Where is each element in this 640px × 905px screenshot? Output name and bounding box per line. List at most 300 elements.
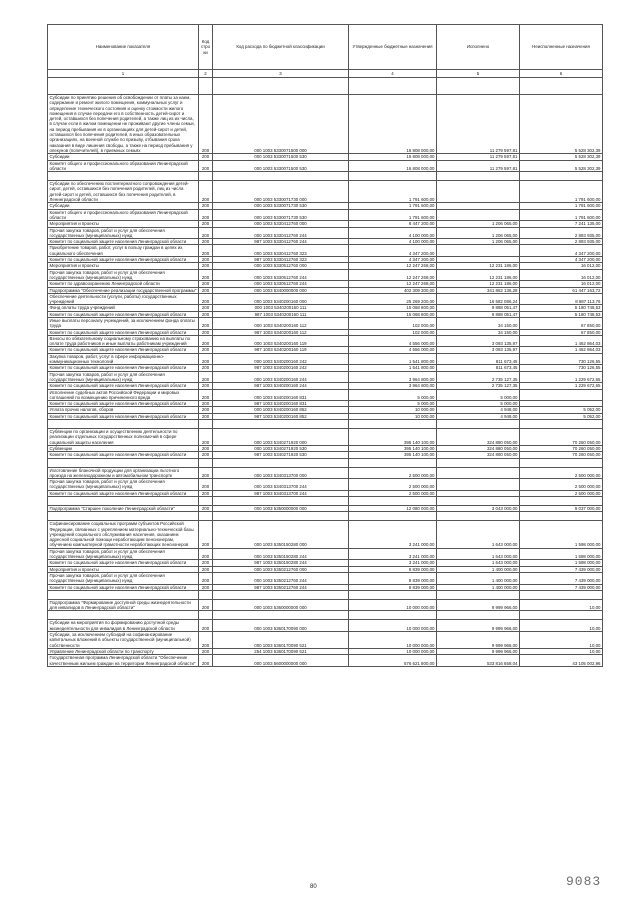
cell-unexecuted: 16 012,00	[520, 281, 603, 287]
cell-name: Прочая закупка товаров, работ и услуг для обеспечения государственных (муниципальных) нужд	[48, 548, 199, 560]
cell-code: 000 1003 5330512760 244	[213, 281, 349, 287]
cell-line: 200	[199, 347, 213, 353]
table-row	[48, 548, 603, 560]
cell-executed: 1 400 000,00	[437, 572, 520, 584]
cell-unexecuted: 10,00	[520, 648, 603, 654]
cell-name: Субсидии	[48, 154, 199, 160]
cell-code: 000 1003 5340200160 852	[213, 407, 349, 413]
header-code: Код расхода по бюджетной классификации	[213, 25, 349, 70]
cell-unexecuted: 7 241 135,00	[520, 221, 603, 227]
cell-line: 200	[199, 227, 213, 239]
cell-line: 200	[199, 429, 213, 446]
cell-code: 000 1003 5340200160 000	[213, 293, 349, 305]
cell-approved: 8 839 000,00	[349, 584, 437, 590]
table-row	[48, 389, 603, 401]
cell-name: Комитет по социальной защите населения Ленинградской области	[48, 584, 199, 590]
cell-approved: 10 000 000,00	[349, 632, 437, 649]
cell-unexecuted: 7 439 000,00	[520, 572, 603, 584]
cell-code: 000 1003 5340271920 530	[213, 445, 349, 451]
cell-approved: 5 000,00	[349, 401, 437, 407]
cell-name: Подпрограмма "Старшее поколение Ленинградской области"	[48, 506, 199, 512]
cell-name: Управление Ленинградской области по транспорту	[48, 648, 199, 654]
cell-code: 987 1003 5340200160 119	[213, 347, 349, 353]
cell-unexecuted: 1 791 600,00	[520, 209, 603, 221]
cell-executed: 1 643 000,00	[437, 521, 520, 548]
cell-code: 000 1003 5330071730 530	[213, 203, 349, 209]
cell-name: Изготовление бланочной продукции для организации льготного проезда на железнодорожном и автомобильном транспорте	[48, 467, 199, 479]
cell-executed: 1 400 000,00	[437, 584, 520, 590]
cell-code: 000 1003 5350212760 244	[213, 572, 349, 584]
cell-line: 200	[199, 490, 213, 496]
table-row	[48, 269, 603, 281]
table-row	[48, 160, 603, 172]
cell-code: 254 1003 5360170090 521	[213, 648, 349, 654]
cell-executed: 9 999 966,00	[437, 599, 520, 611]
cell-executed: 9 999 966,00	[437, 648, 520, 654]
cell-executed: 4 948,00	[437, 407, 520, 413]
cell-line: 200	[199, 521, 213, 548]
cell-unexecuted: 10,00	[520, 632, 603, 649]
cell-executed: 1 206 065,00	[437, 227, 520, 239]
cell-code: 987 1003 5340200160 111	[213, 311, 349, 317]
table-row	[48, 479, 603, 491]
cell-approved: 25 269 200,00	[349, 293, 437, 305]
cell-unexecuted: 10,00	[520, 599, 603, 611]
cell-executed: 12 231 186,00	[437, 263, 520, 269]
cell-executed: 3 043 000,00	[437, 506, 520, 512]
cell-code: 000 1003 5340313700 244	[213, 479, 349, 491]
cell-executed: 2 735 127,35	[437, 383, 520, 389]
cell-approved: 15 068 800,00	[349, 311, 437, 317]
cell-executed: 12 231 186,00	[437, 281, 520, 287]
cell-approved: 576 621 800,00	[349, 655, 437, 667]
cell-unexecuted: 1 598 000,00	[520, 548, 603, 560]
cell-unexecuted: 5 180 748,53	[520, 305, 603, 311]
header-approved: Утвержденные бюджетные назначения	[349, 25, 437, 70]
cell-code: 000 1003 5330071500 530	[213, 154, 349, 160]
cell-approved: 2 500 000,00	[349, 479, 437, 491]
cell-executed: 9 888 051,47	[437, 311, 520, 317]
colnum: 2	[199, 70, 213, 78]
cell-approved: 1 541 800,00	[349, 353, 437, 365]
cell-line: 200	[199, 479, 213, 491]
cell-code: 987 1003 5340200160 242	[213, 365, 349, 371]
cell-unexecuted: 5 052,00	[520, 407, 603, 413]
cell-unexecuted: 2 893 935,00	[520, 227, 603, 239]
cell-code: 987 1003 5340200160 244	[213, 383, 349, 389]
cell-executed: 341 862 136,28	[437, 287, 520, 293]
cell-name: Комитет по социальной защите населения Ленинградской области	[48, 239, 199, 245]
cell-name: Софинансирование социальных программ субъектов Российской Федерации, связанных с укреплением материально-технической базы учреждений социального обслуживания населения, оказанием адресной социальной помощи неработающим пенсионерам, обучением компьютерной грамотности неработающих пенсионеров	[48, 521, 199, 548]
cell-line: 200	[199, 413, 213, 419]
cell-name: Уплата прочих налогов, сборов	[48, 407, 199, 413]
cell-executed: 324 880 050,00	[437, 429, 520, 446]
table-row	[48, 572, 603, 584]
cell-line: 200	[199, 293, 213, 305]
cell-code: 000 1003 5330412760 000	[213, 221, 349, 227]
cell-approved: 12 080 000,00	[349, 506, 437, 512]
cell-executed	[437, 181, 520, 203]
cell-code: 000 1003 5340200160 242	[213, 353, 349, 365]
cell-line: 200	[199, 353, 213, 365]
cell-approved: 5 000,00	[349, 389, 437, 401]
table-row	[48, 632, 603, 649]
cell-unexecuted: 9 037 000,00	[520, 506, 603, 512]
cell-code: 000 1003 5330512760 000	[213, 263, 349, 269]
cell-name: Мероприятия и проекты	[48, 263, 199, 269]
cell-unexecuted: 1 462 864,03	[520, 347, 603, 353]
header-executed: Исполнено	[437, 25, 520, 70]
cell-approved: 395 140 100,00	[349, 429, 437, 446]
cell-approved: 8 839 000,00	[349, 572, 437, 584]
cell-name: Комитет по здравоохранению Ленинградской области	[48, 281, 199, 287]
cell-line: 200	[199, 599, 213, 611]
cell-unexecuted: 61 447 163,72	[520, 287, 603, 293]
cell-approved: 4 347 200,00	[349, 245, 437, 257]
table-row	[48, 620, 603, 632]
table-row	[48, 227, 603, 239]
table-body	[48, 78, 603, 667]
budget-execution-table	[47, 24, 603, 667]
cell-executed: 11 279 597,81	[437, 95, 520, 154]
table-row	[48, 429, 603, 446]
cell-executed: 324 880 050,00	[437, 452, 520, 458]
cell-name: Комитет по социальной защите населения Ленинградской области	[48, 329, 199, 335]
cell-name: Взносы по обязательному социальному страхованию на выплаты по оплате труда работников и иные выплаты работникам учреждений	[48, 335, 199, 347]
cell-executed: 34 150,00	[437, 329, 520, 335]
cell-approved: 395 140 100,00	[349, 445, 437, 451]
cell-approved: 16 808 000,00	[349, 154, 437, 160]
cell-code: 000 1003 5340200160 244	[213, 371, 349, 383]
cell-unexecuted: 70 260 050,00	[520, 452, 603, 458]
cell-unexecuted: 5 528 302,39	[520, 154, 603, 160]
cell-line: 200	[199, 383, 213, 389]
cell-executed: 16 582 086,24	[437, 293, 520, 305]
cell-line: 200	[199, 371, 213, 383]
cell-name: Фонд оплаты труда учреждений	[48, 305, 199, 311]
cell-approved: 10 000,00	[349, 407, 437, 413]
cell-unexecuted: 2 500 000,00	[520, 479, 603, 491]
cell-line: 200	[199, 335, 213, 347]
cell-line: 200	[199, 620, 213, 632]
cell-code: 000 1003 5350150280 244	[213, 548, 349, 560]
cell-code: 000 1003 5330071500 000	[213, 95, 349, 154]
cell-code: 000 1003 5340000000 000	[213, 287, 349, 293]
colnum: 5	[437, 70, 520, 78]
table-row	[48, 353, 603, 365]
header-line: Код стро ки	[199, 25, 213, 70]
cell-name: Комитет общего и профессионального образования Ленинградской области	[48, 209, 199, 221]
cell-approved: 1 791 600,00	[349, 209, 437, 221]
table-row	[48, 317, 603, 329]
cell-code: 000 1003 5340200160 831	[213, 389, 349, 401]
cell-executed: 2 735 127,35	[437, 371, 520, 383]
cell-line: 200	[199, 467, 213, 479]
cell-executed	[437, 245, 520, 257]
cell-name: Комитет по социальной защите населения Ленинградской области	[48, 560, 199, 566]
cell-name: Прочая закупка товаров, работ и услуг для обеспечения государственных (муниципальных) нужд	[48, 572, 199, 584]
cell-unexecuted: 2 893 935,00	[520, 239, 603, 245]
cell-unexecuted: 4 347 200,00	[520, 257, 603, 263]
cell-line: 200	[199, 632, 213, 649]
header-row	[48, 25, 603, 70]
cell-code: 000 1003 5350150280 000	[213, 521, 349, 548]
cell-code: 000 1003 5350212760 000	[213, 566, 349, 572]
cell-approved: 4 556 000,00	[349, 347, 437, 353]
cell-name: Комитет по социальной защите населения Ленинградской области	[48, 413, 199, 419]
cell-unexecuted: 1 462 864,03	[520, 335, 603, 347]
cell-unexecuted: 10,00	[520, 620, 603, 632]
cell-code: 000 1003 5350000000 000	[213, 506, 349, 512]
table-row	[48, 599, 603, 611]
cell-executed: 811 673,45	[437, 353, 520, 365]
cell-executed: 34 150,00	[437, 317, 520, 329]
cell-code: 000 1003 5330412760 244	[213, 227, 349, 239]
cell-unexecuted: 5 528 302,39	[520, 160, 603, 172]
table-row	[48, 521, 603, 548]
cell-approved: 10 000,00	[349, 413, 437, 419]
cell-code: 987 1003 5340313700 244	[213, 490, 349, 496]
cell-executed: 5 000,00	[437, 389, 520, 401]
cell-approved: 1 791 600,00	[349, 203, 437, 209]
cell-approved: 3 964 800,00	[349, 383, 437, 389]
cell-unexecuted: 43 105 002,96	[520, 655, 603, 667]
table-row	[48, 293, 603, 305]
cell-name: Подпрограмма "Формирование доступной среды жизнедеятельности для инвалидов в Ленинградской области"	[48, 599, 199, 611]
cell-code: 987 1003 5330412760 244	[213, 239, 349, 245]
cell-name: Подпрограмма "Обеспечение реализации государственной программы"	[49, 287, 197, 293]
cell-name: Субсидии по принятию решения об освобождении от платы за наем, содержание и ремонт жилого помещения, коммунальных услуг и определение технического состояния и оценку стоимости жилого помещения в случае передачи его в собственность детей-сирот и детей, оставшихся без попечения родителей, а также лиц из их числа, в случае если в жилом помещении не проживают другие члены семьи, на период пребывания их в организациях для детей-сирот и детей, оставшихся без попечения родителей, в иных образовательных организациях, на военной службе по призыву, отбывания срока наказания в виде лишения свободы, а также на период пребывания у опекунов (попечителей), в приемных семьях	[48, 95, 199, 154]
colnum: 6	[520, 70, 603, 78]
cell-unexecuted: 70 260 050,00	[520, 429, 603, 446]
page-number: 80	[310, 884, 317, 890]
cell-executed: 3 093 135,97	[437, 335, 520, 347]
cell-approved: 10 000 000,00	[349, 648, 437, 654]
cell-unexecuted: 5 180 748,53	[520, 311, 603, 317]
table-row	[48, 335, 603, 347]
cell-name: Приобретение товаров, работ, услуг в пользу граждан в целях их социального обеспечения	[48, 245, 199, 257]
cell-name: Комитет по социальной защите населения Ленинградской области	[48, 365, 199, 371]
cell-unexecuted: 70 260 050,00	[520, 445, 603, 451]
cell-approved: 4 100 000,00	[349, 227, 437, 239]
cell-name: Комитет по социальной защите населения Ленинградской области	[48, 347, 199, 353]
cell-code: 987 1003 5340200160 852	[213, 413, 349, 419]
cell-name: Субсидии на мероприятия по формированию доступной среды жизнедеятельности для инвалидов в Ленинградской области	[48, 620, 199, 632]
cell-line: 200	[199, 560, 213, 566]
cell-executed: 3 093 135,97	[437, 347, 520, 353]
cell-executed	[437, 467, 520, 479]
handwritten-stamp: 9083	[566, 874, 602, 889]
cell-unexecuted: 7 439 000,00	[520, 566, 603, 572]
cell-name: Мероприятия и проекты	[48, 221, 199, 227]
cell-code: 000 1003 5340200160 111	[213, 305, 349, 311]
cell-name: Субсидии по обеспечению постинтернатного сопровождения детей-сирот, детей, оставшихся без попечения родителей, лиц из числа детей-сирот и детей, оставшихся без попечения родителей, в Ленинградской области	[48, 181, 199, 203]
cell-line: 200	[199, 257, 213, 263]
cell-unexecuted: 5 052,00	[520, 413, 603, 419]
cell-approved: 16 808 000,00	[349, 160, 437, 172]
cell-approved: 102 000,00	[349, 317, 437, 329]
cell-name: Прочая закупка товаров, работ и услуг для обеспечения государственных (муниципальных) нужд	[48, 269, 199, 281]
cell-code: 000 1003 5360170090 521	[213, 632, 349, 649]
cell-code: 000 1003 5330071730 000	[213, 181, 349, 203]
cell-executed: 1 400 000,00	[437, 566, 520, 572]
cell-code: 987 1003 5340200160 831	[213, 401, 349, 407]
cell-line: 200	[199, 648, 213, 654]
cell-line: 200	[199, 452, 213, 458]
cell-unexecuted: 1 229 672,65	[520, 383, 603, 389]
cell-unexecuted: 16 012,00	[520, 263, 603, 269]
table-row	[48, 245, 603, 257]
cell-unexecuted: 730 126,55	[520, 353, 603, 365]
table-row	[48, 181, 603, 203]
cell-approved: 12 247 268,00	[349, 269, 437, 281]
cell-line: 200	[199, 317, 213, 329]
cell-unexecuted: 1 598 000,00	[520, 521, 603, 548]
cell-code: 987 1003 5350150280 244	[213, 560, 349, 566]
cell-executed	[437, 479, 520, 491]
cell-line: 200	[199, 263, 213, 269]
cell-line: 200	[199, 389, 213, 401]
cell-unexecuted: 2 500 000,00	[520, 467, 603, 479]
cell-approved: 2 500 000,00	[349, 467, 437, 479]
colnum: 3	[213, 70, 349, 78]
cell-unexecuted: 4 347 200,00	[520, 245, 603, 257]
cell-line: 200	[199, 203, 213, 209]
colnum: 1	[48, 70, 199, 78]
report-page	[47, 24, 602, 667]
cell-code: 987 1003 5330412760 323	[213, 257, 349, 263]
cell-name: Субсидии	[48, 203, 199, 209]
cell-name: Комитет общего и профессионального образования Ленинградской области	[48, 160, 199, 172]
header-unexecuted: Неисполненные назначения	[520, 25, 603, 70]
cell-name: Комитет по социальной защите населения Ленинградской области	[48, 383, 199, 389]
cell-line: 200	[199, 329, 213, 335]
cell-executed: 4 948,00	[437, 413, 520, 419]
cell-approved: 402 309 300,00	[349, 287, 437, 293]
cell-name: Прочая закупка товаров, работ и услуг для обеспечения государственных (муниципальных) нужд	[48, 371, 199, 383]
cell-line: 200	[199, 269, 213, 281]
cell-line: 200	[199, 239, 213, 245]
cell-code: 000 1003 5360000000 000	[213, 599, 349, 611]
cell-approved: 395 140 100,00	[349, 452, 437, 458]
cell-code: 000 1003 5330071730 530	[213, 209, 349, 221]
cell-approved: 8 839 000,00	[349, 566, 437, 572]
cell-approved: 3 241 000,00	[349, 548, 437, 560]
cell-name: Субсидии, за исключением субсидий на софинансирование капитальных вложений в объекты государственной (муниципальной) собственности	[48, 632, 199, 649]
cell-approved: 102 000,00	[349, 329, 437, 335]
cell-executed: 533 816 658,04	[437, 655, 520, 667]
cell-unexecuted: 67 850,00	[520, 317, 603, 329]
table-row	[48, 371, 603, 383]
cell-line: 200	[199, 305, 213, 311]
cell-approved: 16 808 000,00	[349, 95, 437, 154]
cell-executed: 9 999 966,00	[437, 632, 520, 649]
cell-code: 000 1003 5360170090 000	[213, 620, 349, 632]
cell-line: 200	[199, 311, 213, 317]
cell-approved: 3 964 800,00	[349, 371, 437, 383]
cell-executed: 1 643 000,00	[437, 548, 520, 560]
cell-approved: 4 347 200,00	[349, 257, 437, 263]
cell-name: Прочая закупка товаров, работ и услуг для обеспечения государственных (муниципальных) нужд	[48, 227, 199, 239]
cell-line: 200	[199, 548, 213, 560]
cell-executed: 324 880 050,00	[437, 445, 520, 451]
cell-name: Закупка товаров, работ, услуг в сфере информационно-коммуникационных технологий	[48, 353, 199, 365]
cell-code: 000 1003 5600000000 000	[213, 655, 349, 667]
cell-unexecuted: 1 791 600,00	[520, 181, 603, 203]
cell-approved: 1 791 600,00	[349, 181, 437, 203]
cell-name: Государственная программа Ленинградской области "Обеспечение качественным жильем граждан на территории Ленинградской области"	[48, 655, 199, 667]
cell-name: Комитет по социальной защите населения Ленинградской области	[48, 257, 199, 263]
cell-executed: 11 279 597,81	[437, 154, 520, 160]
cell-name: Субвенции	[48, 445, 199, 451]
cell-approved: 1 541 800,00	[349, 365, 437, 371]
cell-line: 200	[199, 281, 213, 287]
cell-code: 000 1003 5340271920 000	[213, 429, 349, 446]
cell-approved: 2 500 000,00	[349, 490, 437, 496]
cell-approved: 3 241 000,00	[349, 560, 437, 566]
cell-unexecuted: 67 850,00	[520, 329, 603, 335]
table-row	[48, 655, 603, 667]
cell-unexecuted: 2 500 000,00	[520, 490, 603, 496]
cell-unexecuted: 5 528 302,39	[520, 95, 603, 154]
cell-unexecuted: 1 229 672,65	[520, 371, 603, 383]
cell-line: 200	[199, 445, 213, 451]
cell-line: 200	[199, 566, 213, 572]
cell-executed: 5 000,00	[437, 401, 520, 407]
cell-approved: 12 247 268,00	[349, 281, 437, 287]
cell-line: 200	[199, 407, 213, 413]
cell-approved: 10 000 000,00	[349, 620, 437, 632]
cell-code: 000 1003 5340200160 112	[213, 317, 349, 329]
cell-name: Прочая закупка товаров, работ и услуг для обеспечения государственных (муниципальных) нужд	[48, 479, 199, 491]
cell-code: 000 1003 5330412760 323	[213, 245, 349, 257]
cell-line: 200	[199, 584, 213, 590]
cell-line: 200	[199, 209, 213, 221]
cell-code: 987 1003 5340200160 112	[213, 329, 349, 335]
cell-executed: 9 888 051,47	[437, 305, 520, 311]
table-row	[48, 209, 603, 221]
cell-code: 000 1003 5330512760 244	[213, 269, 349, 281]
cell-line: 200	[199, 287, 213, 293]
cell-approved: 15 068 800,00	[349, 305, 437, 311]
cell-unexecuted: 730 126,55	[520, 365, 603, 371]
cell-unexecuted: 7 439 000,00	[520, 584, 603, 590]
cell-unexecuted: 8 687 113,76	[520, 293, 603, 305]
cell-approved: 3 241 000,00	[349, 521, 437, 548]
cell-approved: 12 247 268,00	[349, 263, 437, 269]
cell-code: 000 1003 5340313700 000	[213, 467, 349, 479]
cell-unexecuted: 1 598 000,00	[520, 560, 603, 566]
cell-executed: 811 673,45	[437, 365, 520, 371]
colnum: 4	[349, 70, 437, 78]
cell-name: Комитет по социальной защите населения Ленинградской области	[48, 452, 199, 458]
cell-approved: 4 556 000,00	[349, 335, 437, 347]
cell-executed: 11 279 597,81	[437, 160, 520, 172]
cell-name: Комитет по социальной защите населения Ленинградской области	[48, 311, 199, 317]
cell-executed: 1 643 000,00	[437, 560, 520, 566]
cell-name: Комитет по социальной защите населения Ленинградской области	[48, 490, 199, 496]
cell-line: 200	[199, 160, 213, 172]
cell-code: 987 1003 5340271920 530	[213, 452, 349, 458]
cell-approved: 8 447 200,00	[349, 221, 437, 227]
cell-name: Обеспечение деятельности (услуги, работы) государственных учреждений	[48, 293, 199, 305]
cell-approved: 4 100 000,00	[349, 239, 437, 245]
cell-executed: 1 206 065,00	[437, 221, 520, 227]
cell-unexecuted	[520, 389, 603, 401]
cell-unexecuted: 1 791 600,00	[520, 203, 603, 209]
cell-code: 000 1003 5340200160 119	[213, 335, 349, 347]
cell-line: 200	[199, 572, 213, 584]
